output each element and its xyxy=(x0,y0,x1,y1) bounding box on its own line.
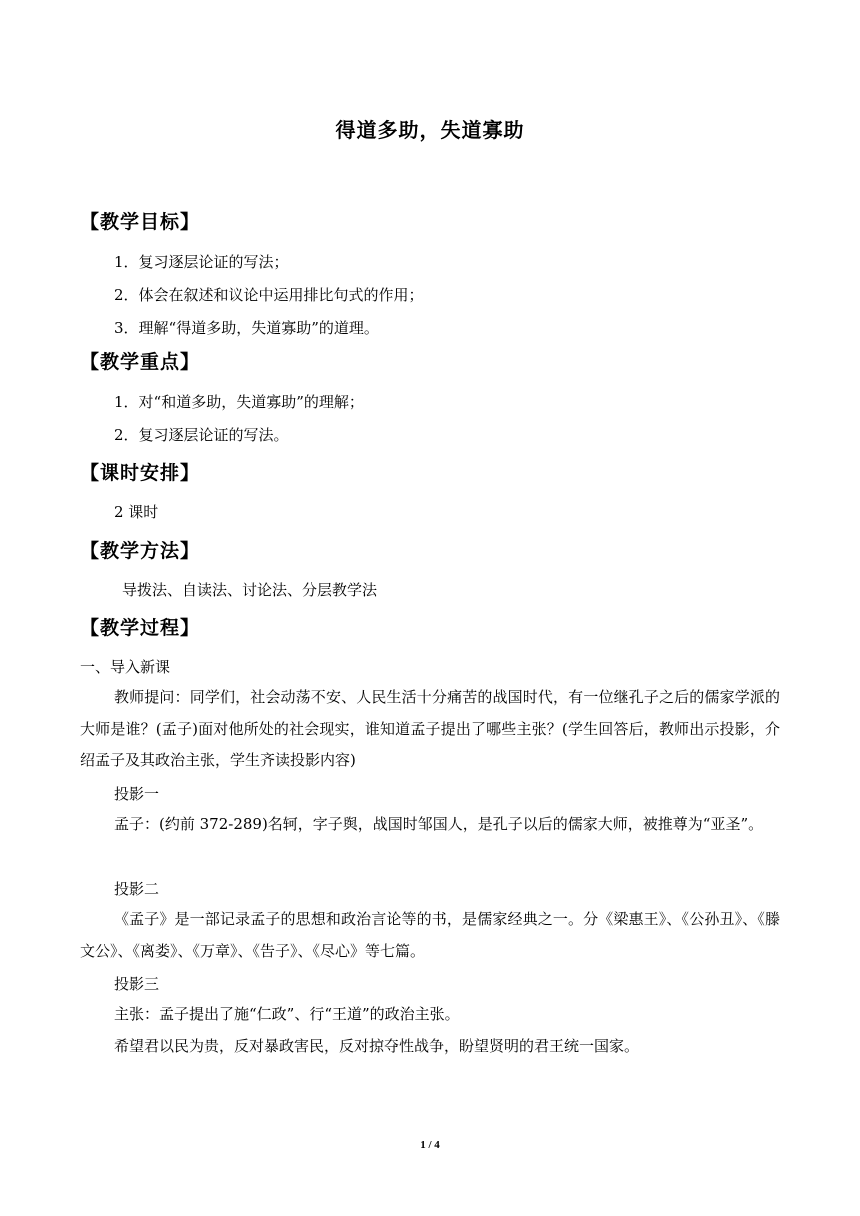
projection-label: 投影三 xyxy=(114,975,160,993)
projection-paragraph: 《孟子》是一部记录孟子的思想和政治言论等的书，是儒家经典之一。分《梁惠王》、《公孙丑》、《滕文公》、《离娄》、《万章》、《告子》、《尽心》等七篇。 xyxy=(80,910,780,960)
key-point-item: 1．对“和道多助，失道寡助”的理解； xyxy=(114,393,364,411)
schedule-text: 2 课时 xyxy=(114,503,159,521)
heading-teaching-goals: 【教学目标】 xyxy=(80,211,201,233)
process-subheading: 一、导入新课 xyxy=(80,658,171,676)
page-number: 1 / 4 xyxy=(420,1139,440,1151)
goal-item: 2．体会在叙述和议论中运用排比句式的作用； xyxy=(114,286,424,304)
heading-methods: 【教学方法】 xyxy=(80,540,201,562)
projection-paragraph: 主张：孟子提出了施“仁政”、行“王道”的政治主张。 xyxy=(114,1005,460,1023)
projection-paragraph: 孟子：(约前 372-289)名轲，字子舆，战国时邹国人，是孔子以后的儒家大师，被推尊为“亚圣”。 xyxy=(114,815,764,833)
heading-process: 【教学过程】 xyxy=(80,617,201,639)
goal-item: 3．理解“得道多助，失道寡助”的道理。 xyxy=(114,319,379,337)
intro-paragraph: 教师提问：同学们，社会动荡不安、人民生活十分痛苦的战国时代，有一位继孔子之后的儒家学派的大师是谁？(孟子)面对他所处的社会现实，谁知道孟子提出了哪些主张？(学生回答后，教师出示投影，介绍孟子及其政治主张，学生齐读投影内容) xyxy=(80,688,780,769)
projection-paragraph: 希望君以民为贵，反对暴政害民，反对掠夺性战争，盼望贤明的君王统一国家。 xyxy=(114,1037,640,1055)
key-point-item: 2．复习逐层论证的写法。 xyxy=(114,426,289,444)
goal-item: 1．复习逐层论证的写法； xyxy=(114,253,289,271)
methods-text: 导拨法、自读法、讨论法、分层教学法 xyxy=(122,581,378,599)
heading-key-points: 【教学重点】 xyxy=(80,351,201,373)
document-title: 得道多助，失道寡助 xyxy=(335,118,525,142)
projection-label: 投影二 xyxy=(114,880,160,898)
heading-schedule: 【课时安排】 xyxy=(80,462,201,484)
projection-label: 投影一 xyxy=(114,785,160,803)
